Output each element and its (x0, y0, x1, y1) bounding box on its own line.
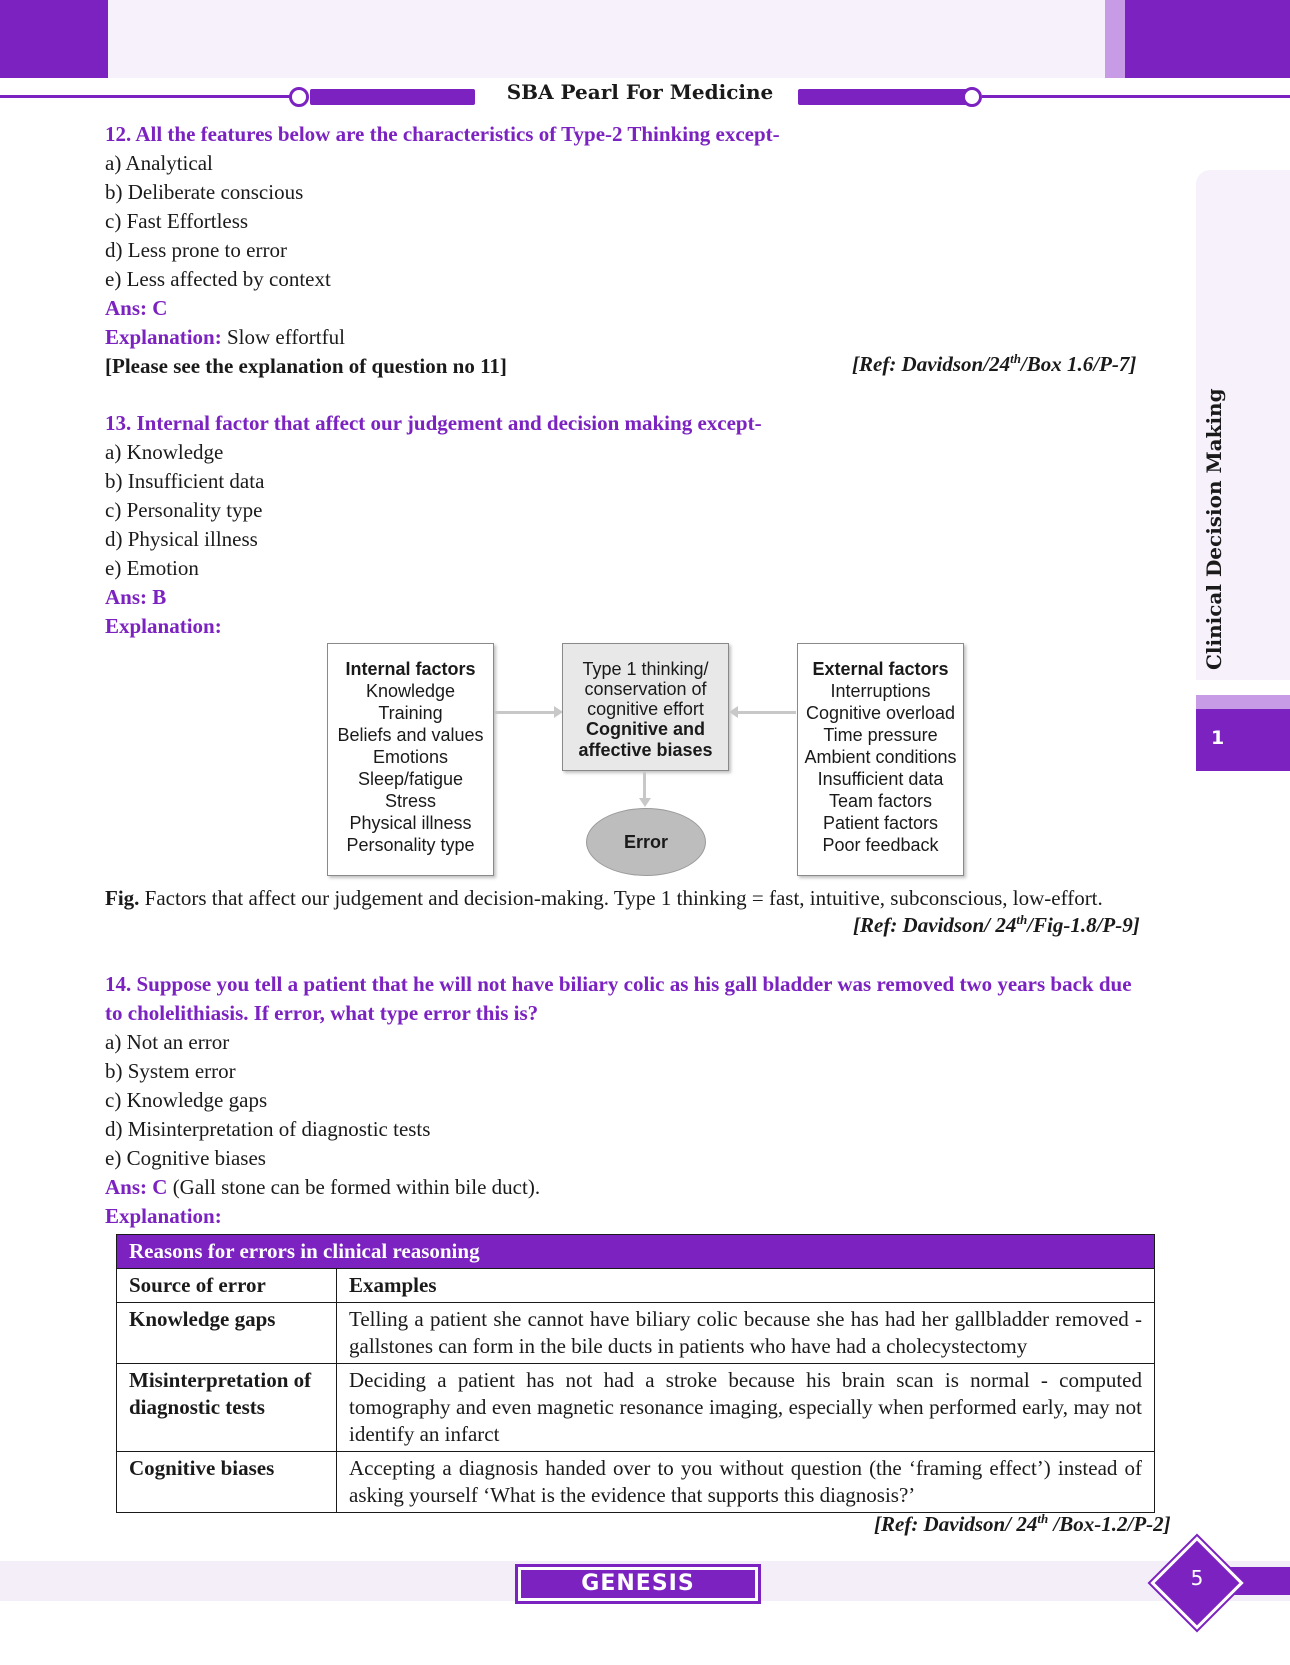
table-row (117, 1452, 1155, 1513)
q12-ref-tail: /Box 1.6/P-7] (1020, 352, 1137, 376)
internal-factor: Knowledge (365, 681, 456, 701)
error-oval: Error (586, 808, 706, 876)
q14-explanation-label: Explanation: (105, 1204, 222, 1228)
header-rule-left (0, 95, 290, 98)
q13-option-c: c) Personality type (105, 498, 263, 522)
q12-option-a: a) Analytical (105, 151, 213, 175)
q13-explanation-label: Explanation: (105, 614, 222, 638)
q14-answer (105, 1173, 540, 1202)
figure-label: Fig. (105, 886, 140, 910)
q13-ref-main: [Ref: Davidson/ 24 (853, 913, 1017, 937)
type1-thinking-box (562, 643, 729, 771)
q13-ref-sup: th (1016, 912, 1028, 927)
q12-answer: Ans: C (105, 296, 168, 320)
q14-question-line2: to cholelithiasis. If error, what type error this is? (105, 1001, 539, 1025)
chapter-accent (1196, 695, 1290, 709)
arrow-external-to-center (738, 711, 796, 714)
arrow-internal-to-center (494, 711, 558, 714)
q14-option-b: b) System error (105, 1059, 236, 1083)
table-header-row (117, 1269, 1155, 1303)
external-factor: Cognitive overload (805, 703, 956, 723)
table-cell-source: Cognitive biases (117, 1452, 337, 1513)
table-cell-example: Deciding a patient has not had a stroke because his brain scan is normal - computed tomography and even magnetic resonance imaging, especially when performed early, may not identify an infarct (337, 1364, 1155, 1452)
q13-option-d: d) Physical illness (105, 527, 258, 551)
q14-ref-sup: th (1037, 1511, 1049, 1526)
side-tab-label-wrap (1196, 388, 1256, 670)
arrow-center-to-error (643, 772, 646, 800)
q13-option-b: b) Insufficient data (105, 469, 265, 493)
q12-question: 12. All the features below are the characteristics of Type-2 Thinking except- (105, 122, 780, 146)
q13-question: 13. Internal factor that affect our judgement and decision making except- (105, 411, 762, 435)
table-title-row (117, 1235, 1155, 1269)
q13-reference (853, 913, 1140, 938)
q13-option-a: a) Knowledge (105, 440, 224, 464)
type1-line: cognitive effort (587, 699, 704, 719)
biases-line: affective biases (578, 740, 713, 760)
q13-ref-tail: /Fig-1.8/P-9] (1027, 913, 1140, 937)
q12-explanation (105, 323, 345, 352)
table-row (117, 1364, 1155, 1452)
q12-note: [Please see the explanation of question no 11] (105, 354, 507, 378)
column-header-examples: Examples (337, 1269, 1155, 1303)
arrow-head-left (729, 706, 738, 718)
table-title: Reasons for errors in clinical reasoning (117, 1235, 1155, 1269)
external-factor: Team factors (828, 791, 933, 811)
internal-factors-title: Internal factors (345, 659, 476, 679)
q14-answer-label: Ans: C (105, 1175, 168, 1199)
header-dot-left (289, 87, 309, 107)
internal-factor: Stress (384, 791, 436, 811)
q14-question-line1: 14. Suppose you tell a patient that he will not have biliary colic as his gall bladder was removed two years back due (105, 972, 1132, 996)
header-right-block (1125, 0, 1290, 78)
q14-ref-main: [Ref: Davidson/ 24 (874, 1512, 1038, 1536)
biases-line: Cognitive and (585, 719, 705, 739)
internal-factor: Emotions (372, 747, 449, 767)
q14-option-e: e) Cognitive biases (105, 1146, 266, 1170)
chapter-number-box (1196, 709, 1290, 771)
q14-reference (874, 1512, 1171, 1537)
figure-caption-text: Factors that affect our judgement and decision-making. Type 1 thinking = fast, intuitive, subconscious, low-effort. (139, 886, 1103, 910)
q12-option-c: c) Fast Effortless (105, 209, 249, 233)
internal-factor: Personality type (346, 835, 475, 855)
header-left-block (0, 0, 108, 78)
q12-reference (852, 352, 1136, 377)
internal-factor: Training (378, 703, 443, 723)
internal-factor: Physical illness (349, 813, 472, 833)
q13-answer: Ans: B (105, 585, 167, 609)
external-factor: Time pressure (823, 725, 938, 745)
internal-factor: Sleep/fatigue (357, 769, 464, 789)
q13-option-e: e) Emotion (105, 556, 199, 580)
table-cell-source: Knowledge gaps (117, 1303, 337, 1364)
q14-answer-text: (Gall stone can be formed within bile duct). (167, 1175, 541, 1199)
header-band (0, 0, 1290, 78)
q12-ref-sup: th (1010, 351, 1021, 366)
header-dot-right (962, 87, 982, 107)
table-cell-example: Telling a patient she cannot have biliary colic because she has had her gallbladder removed - gallstones can form in the bile ducts in patients who have had a cholecystectomy (337, 1303, 1155, 1364)
publisher-logo (515, 1564, 761, 1604)
figure-caption (105, 884, 1103, 913)
chapter-number: 1 (1211, 727, 1225, 749)
page-number: 5 (1190, 1566, 1204, 1590)
publisher-logo-text: GENESIS (521, 1570, 755, 1598)
header-right-accent (1105, 0, 1125, 78)
errors-table (116, 1234, 1155, 1513)
table-row (117, 1303, 1155, 1364)
q12-option-b: b) Deliberate conscious (105, 180, 304, 204)
external-factors-title: External factors (812, 659, 949, 679)
internal-factors-box (327, 643, 494, 876)
internal-factor: Beliefs and values (337, 725, 484, 745)
q14-ref-tail: /Box-1.2/P-2] (1048, 1512, 1171, 1536)
external-factor: Patient factors (822, 813, 939, 833)
external-factor: Insufficient data (817, 769, 944, 789)
header-bar-right (798, 89, 968, 105)
q12-option-d: d) Less prone to error (105, 238, 287, 262)
table-cell-source: Misinterpretation of diagnostic tests (117, 1364, 337, 1452)
q12-ref-main: [Ref: Davidson/24 (852, 352, 1011, 376)
external-factor: Interruptions (830, 681, 931, 701)
external-factors-box (797, 643, 964, 876)
q14-option-d: d) Misinterpretation of diagnostic tests (105, 1117, 431, 1141)
chapter-side-title: Clinical Decision Making (1202, 388, 1226, 670)
external-factor: Ambient conditions (804, 747, 957, 767)
external-factor: Poor feedback (822, 835, 939, 855)
header-rule-right (982, 95, 1290, 98)
type1-line: conservation of (584, 679, 707, 699)
running-header-title: SBA Pearl For Medicine (506, 80, 774, 104)
column-header-source: Source of error (117, 1269, 337, 1303)
q12-explanation-label: Explanation: (105, 325, 222, 349)
q14-option-c: c) Knowledge gaps (105, 1088, 268, 1112)
arrow-head-down (639, 798, 651, 807)
q12-explanation-text: Slow effortful (221, 325, 345, 349)
q12-option-e: e) Less affected by context (105, 267, 331, 291)
header-bar-left (310, 89, 475, 105)
type1-line: Type 1 thinking/ (582, 659, 709, 679)
q14-option-a: a) Not an error (105, 1030, 230, 1054)
table-cell-example: Accepting a diagnosis handed over to you without question (the ‘framing effect’) instead of asking yourself ‘What is the evidence that supports this diagnosis?’ (337, 1452, 1155, 1513)
